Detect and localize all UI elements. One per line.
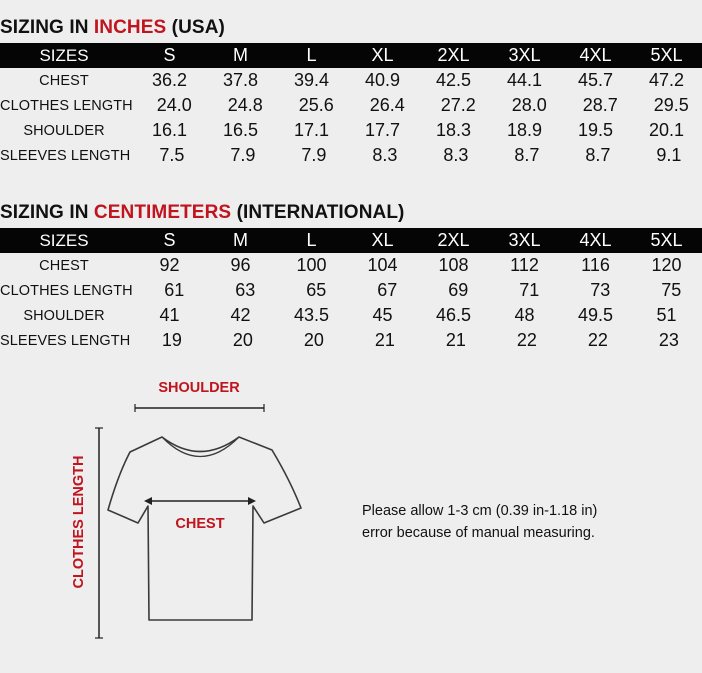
table-cell: 8.3: [372, 145, 398, 165]
table-cell: 16.5: [222, 120, 259, 140]
intl-size-table: [0, 228, 702, 353]
row-label: SHOULDER: [23, 122, 105, 139]
table-cell: 19: [161, 330, 182, 350]
table-cell: 18.9: [506, 120, 543, 140]
table-cell: 17.1: [293, 120, 330, 140]
size-header-cell: L: [306, 45, 317, 65]
table-cell: 61: [164, 280, 185, 300]
chest-label: CHEST: [175, 516, 225, 532]
table-cell: 49.5: [577, 305, 614, 325]
usa-title-highlight: INCHES: [93, 17, 167, 38]
sizes-header-label: SIZES: [39, 230, 89, 250]
sizes-header-label: SIZES: [39, 45, 89, 65]
table-cell: 28.7: [582, 95, 618, 115]
table-row: [0, 118, 702, 143]
table-cell: 23: [658, 330, 679, 350]
table-row: [0, 328, 702, 353]
row-label: CHEST: [39, 72, 89, 89]
table-cell: 104: [367, 255, 398, 275]
row-label: SHOULDER: [23, 307, 105, 324]
row-label: SLEEVES LENGTH: [0, 147, 131, 164]
size-header-cell: 2XL: [437, 45, 470, 65]
usa-section-title: SIZING IN INCHES (USA): [0, 17, 225, 38]
size-header-cell: 4XL: [579, 45, 612, 65]
table-cell: 21: [445, 330, 466, 350]
table-cell: 25.6: [298, 95, 334, 115]
table-cell: 100: [296, 255, 327, 275]
size-header-cell: S: [163, 230, 176, 250]
size-header-cell: S: [163, 45, 176, 65]
table-cell: 21: [374, 330, 395, 350]
table-cell: 26.4: [369, 95, 405, 115]
table-cell: 65: [306, 280, 327, 300]
table-cell: 29.5: [653, 95, 689, 115]
table-cell: 20: [232, 330, 253, 350]
size-header-cell: 3XL: [508, 45, 541, 65]
table-cell: 9.1: [656, 145, 682, 165]
intl-section-title: SIZING IN CENTIMETERS (INTERNATIONAL): [0, 202, 405, 223]
table-row: [0, 303, 702, 328]
table-cell: 67: [377, 280, 398, 300]
row-label: SLEEVES LENGTH: [0, 332, 131, 349]
size-header-row: [0, 43, 702, 68]
table-cell: 8.7: [514, 145, 540, 165]
size-header-cell: XL: [371, 45, 394, 65]
measurement-note: Please allow 1-3 cm (0.39 in-1.18 in) error because of manual measuring.: [362, 503, 598, 541]
size-header-cell: 5XL: [650, 45, 683, 65]
table-cell: 19.5: [577, 120, 614, 140]
table-cell: 42: [230, 305, 251, 325]
table-cell: 45: [372, 305, 393, 325]
table-cell: 39.4: [293, 70, 330, 90]
table-cell: 48: [514, 305, 535, 325]
table-cell: 36.2: [151, 70, 188, 90]
table-cell: 20.1: [648, 120, 685, 140]
table-cell: 43.5: [293, 305, 330, 325]
table-cell: 8.7: [585, 145, 611, 165]
table-cell: 17.7: [364, 120, 401, 140]
table-cell: 96: [230, 255, 251, 275]
table-row: [0, 68, 702, 93]
table-cell: 75: [661, 280, 682, 300]
row-label: CLOTHES LENGTH: [0, 282, 133, 299]
shoulder-label: SHOULDER: [158, 380, 240, 396]
table-cell: 27.2: [440, 95, 476, 115]
table-cell: 47.2: [648, 70, 685, 90]
table-cell: 44.1: [506, 70, 543, 90]
table-row: [0, 143, 702, 168]
table-cell: 120: [651, 255, 682, 275]
table-cell: 51: [656, 305, 677, 325]
size-header-cell: 4XL: [579, 230, 612, 250]
table-cell: 8.3: [443, 145, 469, 165]
size-header-cell: M: [233, 230, 248, 250]
table-row: [0, 93, 702, 118]
size-header-cell: M: [233, 45, 248, 65]
table-cell: 112: [510, 255, 539, 275]
table-cell: 116: [581, 255, 610, 275]
table-cell: 20: [303, 330, 324, 350]
table-cell: 22: [516, 330, 537, 350]
table-cell: 28.0: [511, 95, 547, 115]
size-header-row: [0, 228, 702, 253]
table-cell: 7.9: [230, 145, 256, 165]
table-cell: 71: [519, 280, 540, 300]
clothes-length-label: CLOTHES LENGTH: [71, 455, 87, 589]
size-header-cell: 2XL: [437, 230, 470, 250]
table-cell: 24.0: [156, 95, 192, 115]
size-header-cell: XL: [371, 230, 394, 250]
table-cell: 42.5: [435, 70, 472, 90]
table-cell: 7.9: [301, 145, 327, 165]
row-label: CHEST: [39, 257, 89, 274]
size-header-cell: L: [306, 230, 317, 250]
size-header-cell: 5XL: [650, 230, 683, 250]
size-header-cell: 3XL: [508, 230, 541, 250]
table-cell: 108: [438, 255, 469, 275]
table-cell: 24.8: [227, 95, 263, 115]
table-cell: 41: [159, 305, 180, 325]
table-cell: 22: [587, 330, 608, 350]
intl-title-highlight: CENTIMETERS: [93, 202, 232, 223]
row-label: CLOTHES LENGTH: [0, 97, 133, 114]
table-cell: 73: [590, 280, 611, 300]
table-cell: 16.1: [151, 120, 188, 140]
table-cell: 40.9: [364, 70, 401, 90]
table-cell: 63: [235, 280, 256, 300]
table-cell: 18.3: [435, 120, 472, 140]
table-cell: 92: [159, 255, 180, 275]
table-cell: 45.7: [577, 70, 614, 90]
table-cell: 7.5: [159, 145, 185, 165]
usa-size-table: [0, 43, 702, 168]
table-row: [0, 278, 702, 303]
table-row: [0, 253, 702, 278]
table-cell: 46.5: [435, 305, 472, 325]
table-cell: 69: [448, 280, 469, 300]
table-cell: 37.8: [222, 70, 259, 90]
